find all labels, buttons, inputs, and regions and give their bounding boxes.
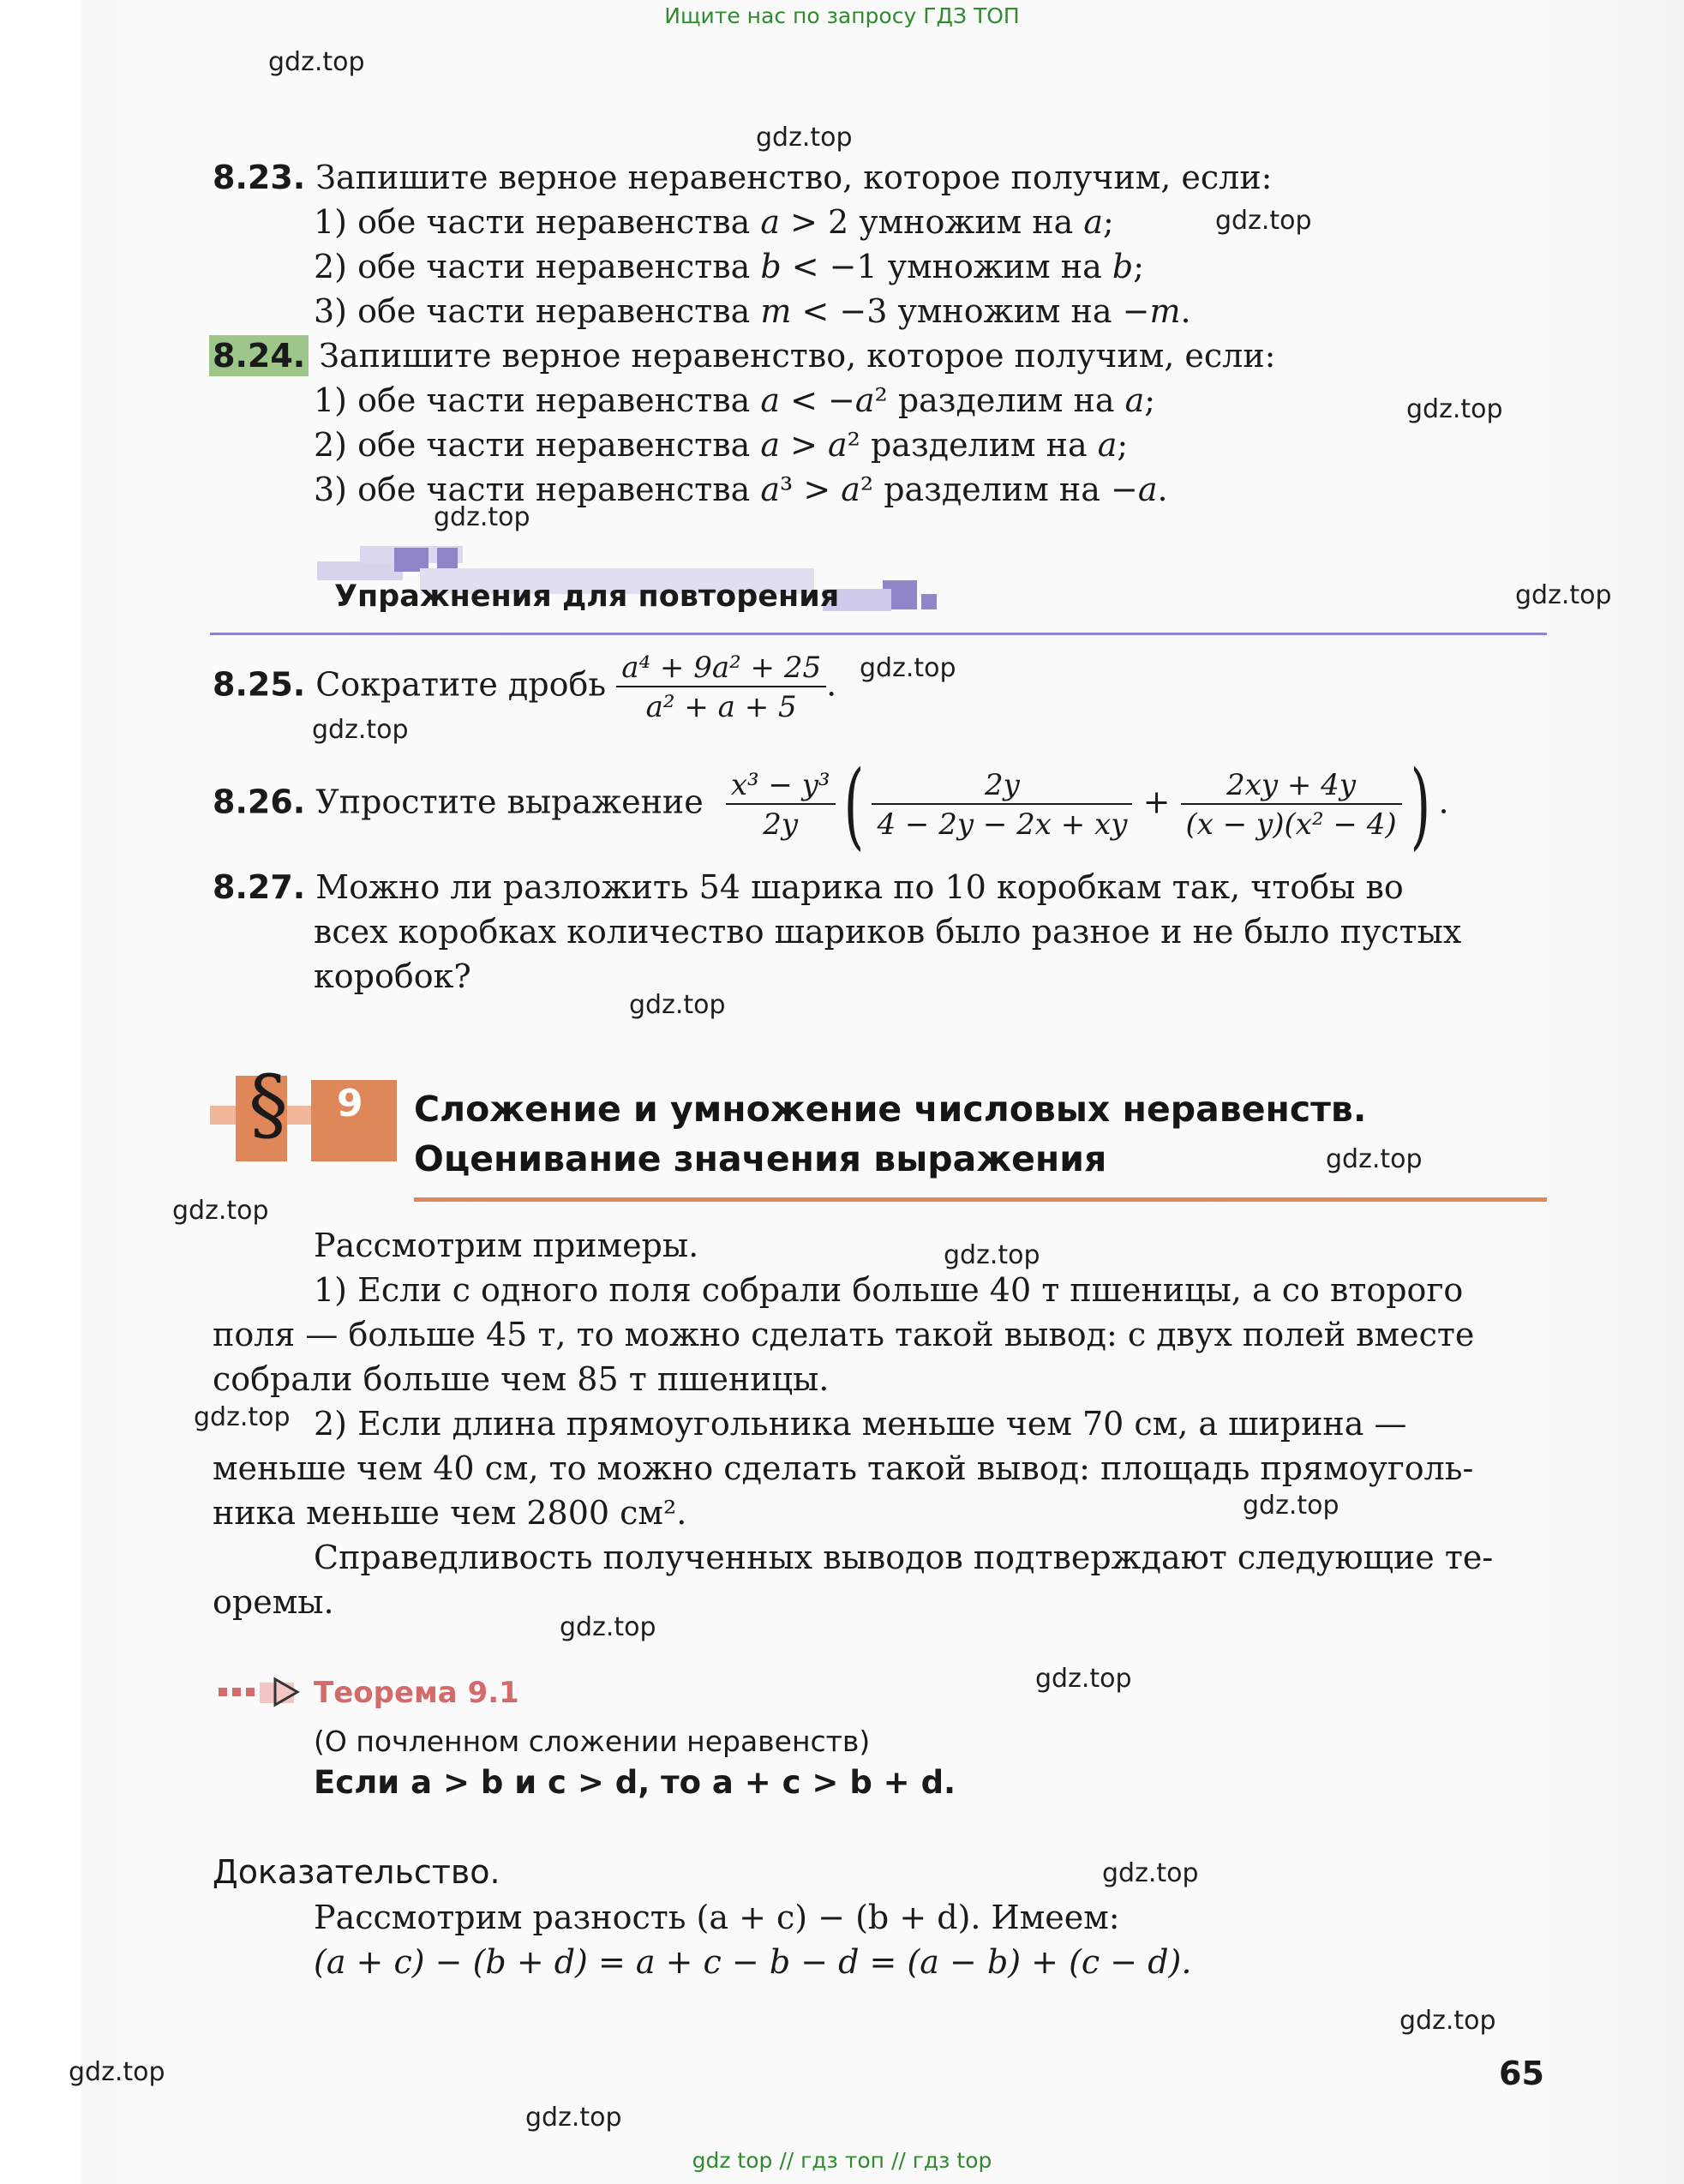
theorem-title: Теорема 9.1 — [314, 1676, 519, 1710]
theorem-arrow-icon — [219, 1676, 304, 1710]
exercise-8-23-item-2: 2) обе части неравенства b < −1 умножим на b; — [314, 248, 1145, 285]
example-1-line-1: 1) Если с одного поля собрали больше 40 т пшеницы, а со второго — [314, 1271, 1464, 1309]
exercise-8-24-item-3: 3) обе части неравенства a³ > a² разделим на −a. — [314, 471, 1168, 508]
watermark: gdz.top — [312, 715, 409, 745]
repetition-divider — [210, 633, 1547, 635]
section-number: 9 — [337, 1082, 363, 1125]
watermark: gdz.top — [1243, 1491, 1339, 1521]
exercise-8-24-item-1: 1) обе части неравенства a < −a² разделим на a; — [314, 381, 1156, 419]
fraction: $\frac{\text{a⁴ + 9a² + 25}}{\text{a² + a + 5}}$ — [616, 653, 826, 722]
example-1-line-3: собрали больше чем 85 т пшеницы. — [213, 1360, 830, 1398]
body-intro: Рассмотрим примеры. — [314, 1227, 699, 1264]
watermark: gdz.top — [268, 47, 365, 77]
watermark: gdz.top — [629, 990, 726, 1020]
watermark: gdz.top — [860, 653, 956, 683]
proof-line-2: (a + c) − (b + d) = a + c − b − d = (a − b) + (c − d). — [314, 1943, 1192, 1981]
proof-label: Доказательство. — [213, 1853, 500, 1891]
fraction: $\frac{2y}{4 - 2y - 2x + xy}$ — [872, 771, 1132, 839]
bottom-banner[interactable]: gdz top // гдз топ // гдз top — [692, 2148, 992, 2173]
exercise-8-27-line-2: всех коробках количество шариков было разное и не было пустых — [314, 913, 1462, 951]
example-2-line-3: ника меньше чем 2800 см². — [213, 1494, 687, 1532]
watermark: gdz.top — [1102, 1858, 1199, 1888]
exercise-8-24-intro — [213, 337, 1276, 375]
justification-line-2: оремы. — [213, 1583, 334, 1621]
exercise-8-24-item-2: 2) обе части неравенства a > a² разделим на a; — [314, 426, 1129, 464]
exercise-number: 8.26. — [213, 783, 306, 821]
watermark: gdz.top — [944, 1240, 1040, 1270]
exercise-8-27-line-1: 8.27. Можно ли разложить 54 шарика по 10 коробкам так, чтобы во — [213, 868, 1404, 906]
theorem-statement: Если a > b и c > d, то a + c > b + d. — [314, 1764, 956, 1801]
watermark: gdz.top — [1035, 1664, 1132, 1694]
left-paren: ( — [843, 750, 864, 860]
exercise-8-23-intro — [213, 161, 1272, 194]
exercise-number: 8.25. — [213, 665, 306, 704]
exercise-8-26: 8.26. Упростите выражение $\frac{\text{x³ − y³}}{2y}$ ( $\frac{2y}{4 - 2y - 2x + xy}$ + $\frac{2xy + 4y}{\text{(x − y)(x² − 4)}}$ ) . — [213, 750, 1449, 860]
exercise-8-27-line-3: коробок? — [314, 957, 471, 995]
watermark: gdz.top — [172, 1196, 269, 1226]
page-number: 65 — [1499, 2055, 1544, 2092]
exercise-text: Запишите верное неравенство, которое получим, если: — [319, 337, 1276, 375]
exercise-8-23-item-3: 3) обе части неравенства m < −3 умножим на −m. — [314, 292, 1191, 330]
page-margin — [0, 0, 81, 2184]
theorem-subtitle: (О почленном сложении неравенств) — [314, 1725, 871, 1758]
exercise-number: 8.27. — [213, 868, 306, 906]
section-badge — [210, 1059, 416, 1161]
watermark: gdz.top — [194, 1402, 291, 1432]
example-1-line-2: поля — больше 45 т, то можно сделать такой вывод: с двух полей вместе — [213, 1316, 1475, 1353]
watermark: gdz.top — [1515, 580, 1612, 610]
example-2-line-1: 2) Если длина прямоугольника меньше чем 70 см, а ширина — — [314, 1405, 1407, 1443]
exercise-number: 8.24. — [209, 335, 309, 376]
fraction: $\frac{\text{x³ − y³}}{2y}$ — [726, 771, 836, 839]
section-divider — [414, 1197, 1547, 1202]
justification-line-1: Справедливость полученных выводов подтверждают следующие те- — [314, 1539, 1494, 1576]
exercise-8-23-item-1: 1) обе части неравенства a > 2 умножим на a; — [314, 203, 1114, 241]
watermark: gdz.top — [434, 502, 530, 532]
repetition-title: Упражнения для повторения — [334, 579, 840, 614]
watermark: gdz.top — [1326, 1144, 1423, 1174]
exercise-number: 8.23. — [213, 159, 306, 196]
watermark: gdz.top — [1406, 394, 1503, 424]
section-title-line-2: Оценивание значения выражения — [414, 1138, 1107, 1179]
watermark: gdz.top — [1215, 206, 1312, 236]
top-banner[interactable]: Ищите нас по запросу ГДЗ ТОП — [664, 3, 1020, 28]
exercise-8-25: 8.25. Сократите дробь $\frac{\text{a⁴ + 9a² + 25}}{\text{a² + a + 5}}$ . — [213, 651, 837, 724]
right-paren: ) — [1410, 750, 1430, 860]
watermark: gdz.top — [525, 2103, 622, 2133]
fraction: $\frac{2xy + 4y}{\text{(x − y)(x² − 4)}}$ — [1181, 771, 1402, 839]
example-2-line-2: меньше чем 40 см, то можно сделать такой вывод: площадь прямоуголь- — [213, 1449, 1474, 1487]
exercise-text: Запишите верное неравенство, которое получим, если: — [315, 159, 1273, 196]
section-symbol: § — [249, 1059, 288, 1150]
watermark: gdz.top — [1399, 2006, 1496, 2036]
section-title-line-1: Сложение и умножение числовых неравенств. — [414, 1089, 1367, 1130]
watermark: gdz.top — [560, 1612, 656, 1642]
proof-line-1: Рассмотрим разность (a + c) − (b + d). Имеем: — [314, 1899, 1120, 1936]
watermark: gdz.top — [69, 2057, 165, 2087]
watermark: gdz.top — [756, 123, 853, 153]
